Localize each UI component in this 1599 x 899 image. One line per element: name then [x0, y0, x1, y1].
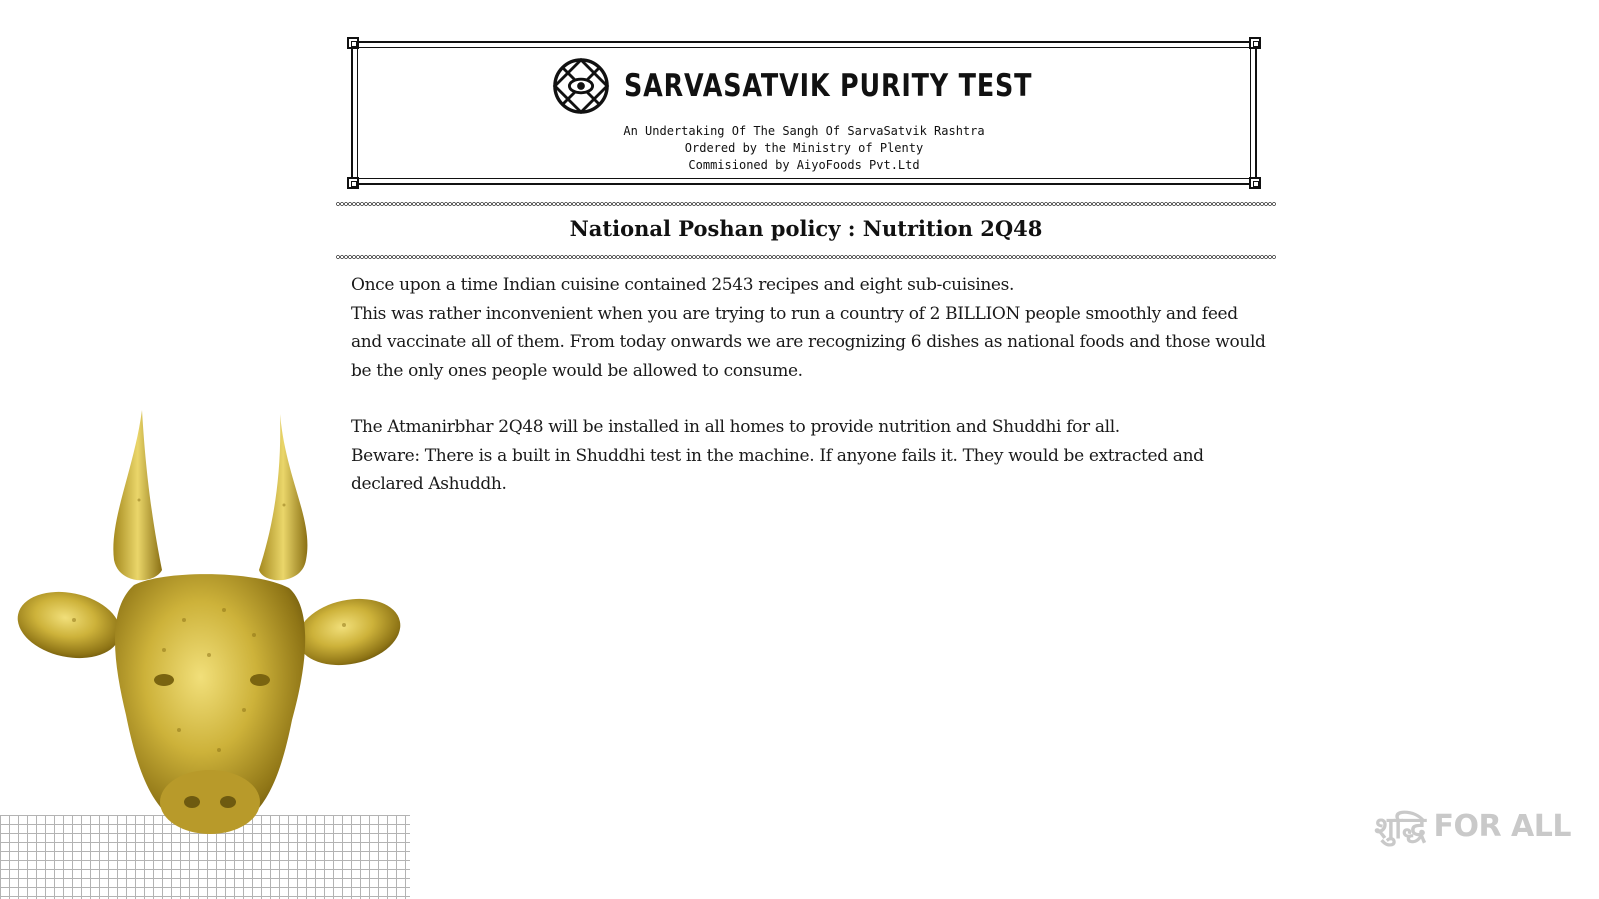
subtitle-line: Ordered by the Ministry of Plenty — [684, 141, 924, 155]
frame-corner-ornament — [347, 37, 359, 49]
page-title: SARVASATVIK PURITY TEST — [624, 68, 1033, 104]
policy-body — [351, 271, 1271, 499]
subtitle-line: Commisioned by AiyoFoods Pvt.Ltd — [688, 158, 920, 172]
ornamental-divider — [336, 201, 1276, 207]
golden-bull-head-icon — [14, 410, 406, 850]
watermark-text: FOR ALL — [1433, 809, 1571, 844]
frame-corner-ornament — [1249, 37, 1261, 49]
subtitle-line: An Undertaking Of The Sangh Of SarvaSatvik Rashtra — [623, 124, 985, 138]
eye-in-diamond-icon — [552, 57, 610, 115]
body-text: The Atmanirbhar 2Q48 will be installed in all homes to provide nutrition and Shuddhi for all. — [351, 417, 1120, 437]
body-text: This was rather inconvenient when you are trying to run a country of 2 BILLION people smoothly and feed and vaccinate all of them. From today onwards we are recognizing 6 dishes as national foods and those would be the only ones people would be allowed to consume. — [351, 303, 1266, 381]
body-text: Once upon a time Indian cuisine contained 2543 recipes and eight sub-cuisines. — [351, 275, 1015, 295]
frame-corner-ornament — [1249, 177, 1261, 189]
brand-row — [353, 57, 1255, 115]
frame-corner-ornament — [347, 177, 359, 189]
watermark — [1374, 806, 1571, 847]
watermark-script: शुद्धि — [1374, 811, 1426, 846]
header-subtitles — [353, 123, 1255, 174]
policy-heading: National Poshan policy : Nutrition 2Q48 — [569, 216, 1043, 241]
ornamental-divider — [336, 254, 1276, 260]
body-text: Beware: There is a built in Shuddhi test in the machine. If anyone fails it. They would be extracted and declared Ashuddh. — [351, 445, 1204, 494]
header-frame — [351, 41, 1257, 185]
